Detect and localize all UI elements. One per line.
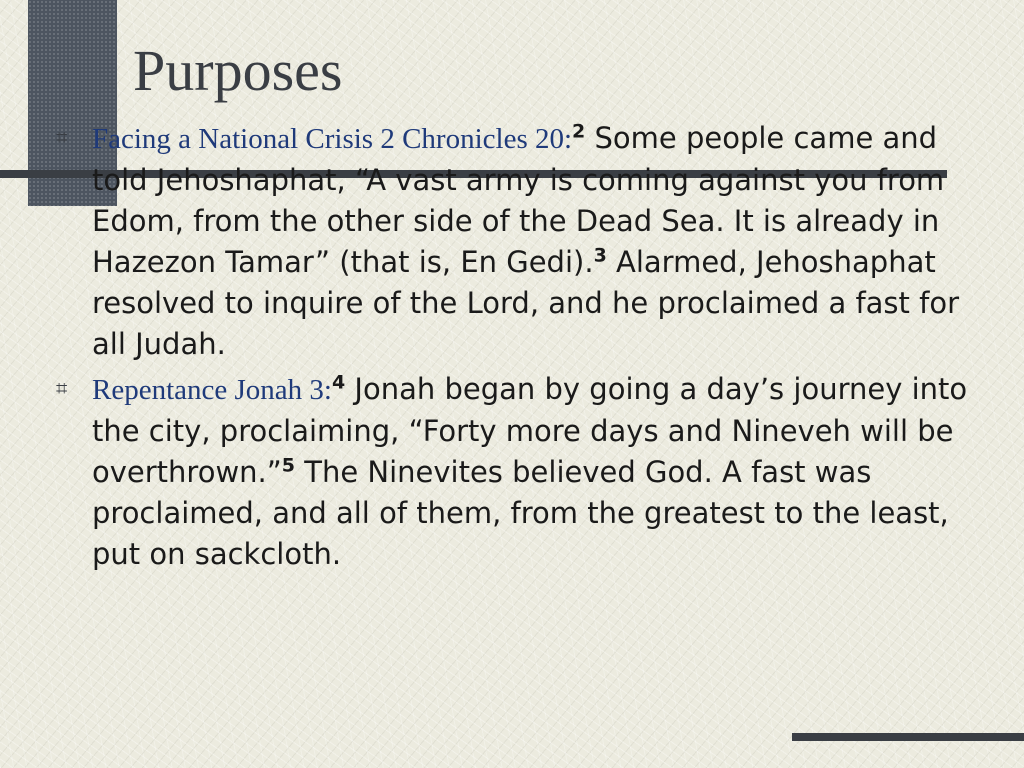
verse-text: Alarmed, Jehoshaphat resolved to inquire of the Lord, and he proclaimed a fast for all Judah. [92,245,959,361]
verse-number: 5 [281,454,296,477]
bottom-divider-rule [792,733,1024,741]
slide-title: Purposes [133,38,343,103]
verse-number: 2 [572,120,586,143]
bullet-list [56,118,976,579]
scripture-reference: Facing a National Crisis 2 Chronicles 20: [92,123,573,155]
verse-number: 3 [593,244,607,267]
verse-text: The Ninevites believed God. A fast was proclaimed, and all of them, from the greatest to the least, put on sackcloth. [92,455,949,571]
hash-bullet-icon: ⌗ [56,376,68,400]
hash-bullet-icon: ⌗ [56,125,68,149]
verse-text: Jonah began by going a day’s journey into the city, proclaiming, “Forty more days and Nineveh will be overthrown.” [92,372,968,489]
bullet-item-repentance [56,369,972,575]
scripture-reference: Repentance Jonah 3: [92,374,332,406]
verse-number: 4 [331,371,346,394]
bullet-item-crisis [56,118,972,365]
verse-text: Some people came and told Jehoshaphat, “A vast army is coming against you from Edom, from the other side of the Dead Sea. It is already in Hazezon Tamar” (that is, En Gedi). [92,121,945,279]
